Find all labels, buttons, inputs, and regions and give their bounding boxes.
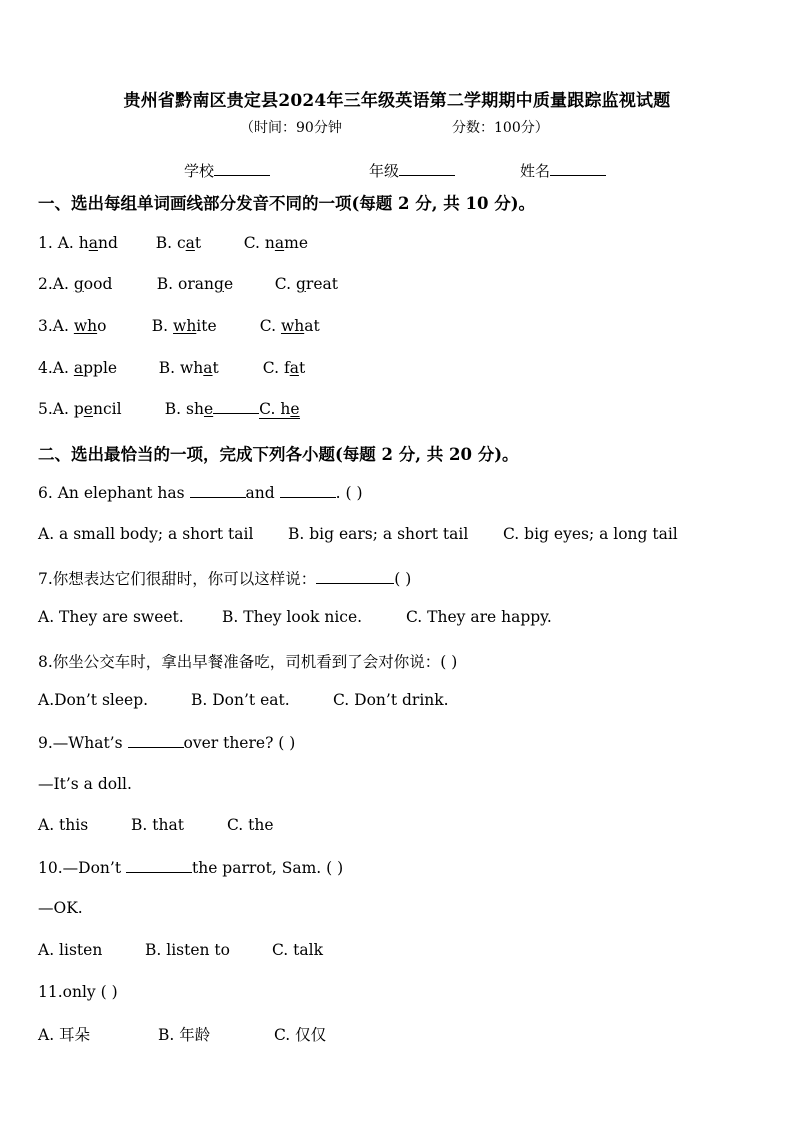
question-9: 9.—What’s over there? ( ) (38, 734, 296, 752)
option-c[interactable]: C. talk (272, 941, 323, 959)
answer-blank[interactable] (126, 858, 192, 873)
option-a[interactable]: A. 耳朵 (38, 1026, 91, 1044)
option-a[interactable]: A. hand (57, 234, 118, 252)
answer-blank[interactable] (190, 483, 246, 498)
option-a[interactable]: A. apple (52, 359, 118, 377)
question-5 (38, 400, 300, 419)
option-c[interactable]: C. what (259, 317, 320, 335)
school-label: 学校 (184, 162, 215, 180)
option-a[interactable]: A. who (52, 317, 107, 335)
question-9-options (38, 816, 274, 834)
school-field[interactable] (184, 160, 270, 181)
question-11: 11.only ( ) (38, 983, 118, 1001)
question-10: 10.—Don’t the parrot, Sam. ( ) (38, 859, 344, 877)
option-b[interactable]: B. cat (155, 234, 202, 252)
question-3 (38, 317, 320, 335)
name-field[interactable] (520, 160, 606, 181)
option-c[interactable]: C. great (274, 275, 338, 293)
option-c[interactable]: C. name (243, 234, 308, 252)
option-c[interactable]: C. big eyes; a long tail (503, 525, 678, 543)
name-label: 姓名 (520, 162, 551, 180)
option-b[interactable]: B. 年龄 (158, 1026, 211, 1044)
option-a[interactable]: A. listen (38, 941, 103, 959)
question-8: 8.你坐公交车时，拿出早餐准备吃，司机看到了会对你说：( ) (38, 653, 458, 671)
question-number: 1. (38, 234, 58, 252)
option-b[interactable]: B. Don’t eat. (191, 691, 290, 709)
exam-time: （时间：90分钟 (240, 120, 342, 136)
name-blank[interactable] (550, 161, 606, 176)
question-7: 7.你想表达它们很甜时，你可以这样说： ( ) (38, 570, 412, 588)
question-6-options (38, 525, 678, 543)
question-9-reply: —It’s a doll. (38, 775, 132, 793)
question-number: 4. (38, 359, 53, 377)
question-2 (38, 275, 338, 293)
option-a[interactable]: A. They are sweet. (38, 608, 184, 626)
exam-score: 分数：100分） (452, 120, 549, 136)
grade-blank[interactable] (399, 161, 455, 176)
option-a[interactable]: A.Don’t sleep. (38, 691, 149, 709)
option-c[interactable]: C. fat (262, 359, 306, 377)
question-10-options (38, 941, 323, 959)
option-a[interactable]: A. good (52, 275, 113, 293)
answer-blank[interactable] (280, 483, 336, 498)
option-c[interactable]: C. Don’t drink. (333, 691, 449, 709)
question-7-options (38, 608, 552, 626)
option-b[interactable]: B. orange (156, 275, 234, 293)
answer-blank[interactable] (316, 569, 394, 584)
option-b[interactable]: B. white (151, 317, 217, 335)
question-8-options (38, 691, 449, 709)
question-number: 2. (38, 275, 53, 293)
answer-blank[interactable] (128, 733, 184, 748)
question-number: 5. (38, 400, 53, 418)
question-1 (38, 234, 308, 252)
school-blank[interactable] (214, 161, 270, 176)
option-a[interactable]: A. pencil (52, 400, 122, 418)
option-c[interactable]: C. 仅仅 (274, 1026, 327, 1044)
section-1-heading: 一、选出每组单词画线部分发音不同的一项(每题 2 分, 共 10 分)。 (38, 194, 536, 213)
question-6: 6. An elephant has and . ( ) (38, 484, 363, 502)
option-a[interactable]: A. this (38, 816, 89, 834)
option-a[interactable]: A. a small body; a short tail (38, 525, 254, 543)
page-title: 贵州省黔南区贵定县2024年三年级英语第二学期期中质量跟踪监视试题 (123, 91, 671, 111)
option-b[interactable]: B. listen to (145, 941, 230, 959)
question-4 (38, 359, 305, 377)
option-b[interactable]: B. what (158, 359, 219, 377)
option-c[interactable]: C. he (259, 400, 300, 418)
option-b[interactable]: B. They look nice. (222, 608, 363, 626)
option-b[interactable]: B. big ears; a short tail (288, 525, 469, 543)
question-number: 3. (38, 317, 53, 335)
option-b[interactable]: B. that (131, 816, 184, 834)
section-2-heading: 二、选出最恰当的一项，完成下列各小题(每题 2 分, 共 20 分)。 (38, 445, 519, 464)
question-11-options (38, 1023, 326, 1045)
option-c[interactable]: C. They are happy. (406, 608, 552, 626)
option-c[interactable]: C. the (227, 816, 274, 834)
option-b[interactable]: B. she (165, 400, 259, 418)
grade-field[interactable] (369, 160, 455, 181)
question-10-reply: —OK. (38, 899, 83, 917)
grade-label: 年级 (369, 162, 400, 180)
